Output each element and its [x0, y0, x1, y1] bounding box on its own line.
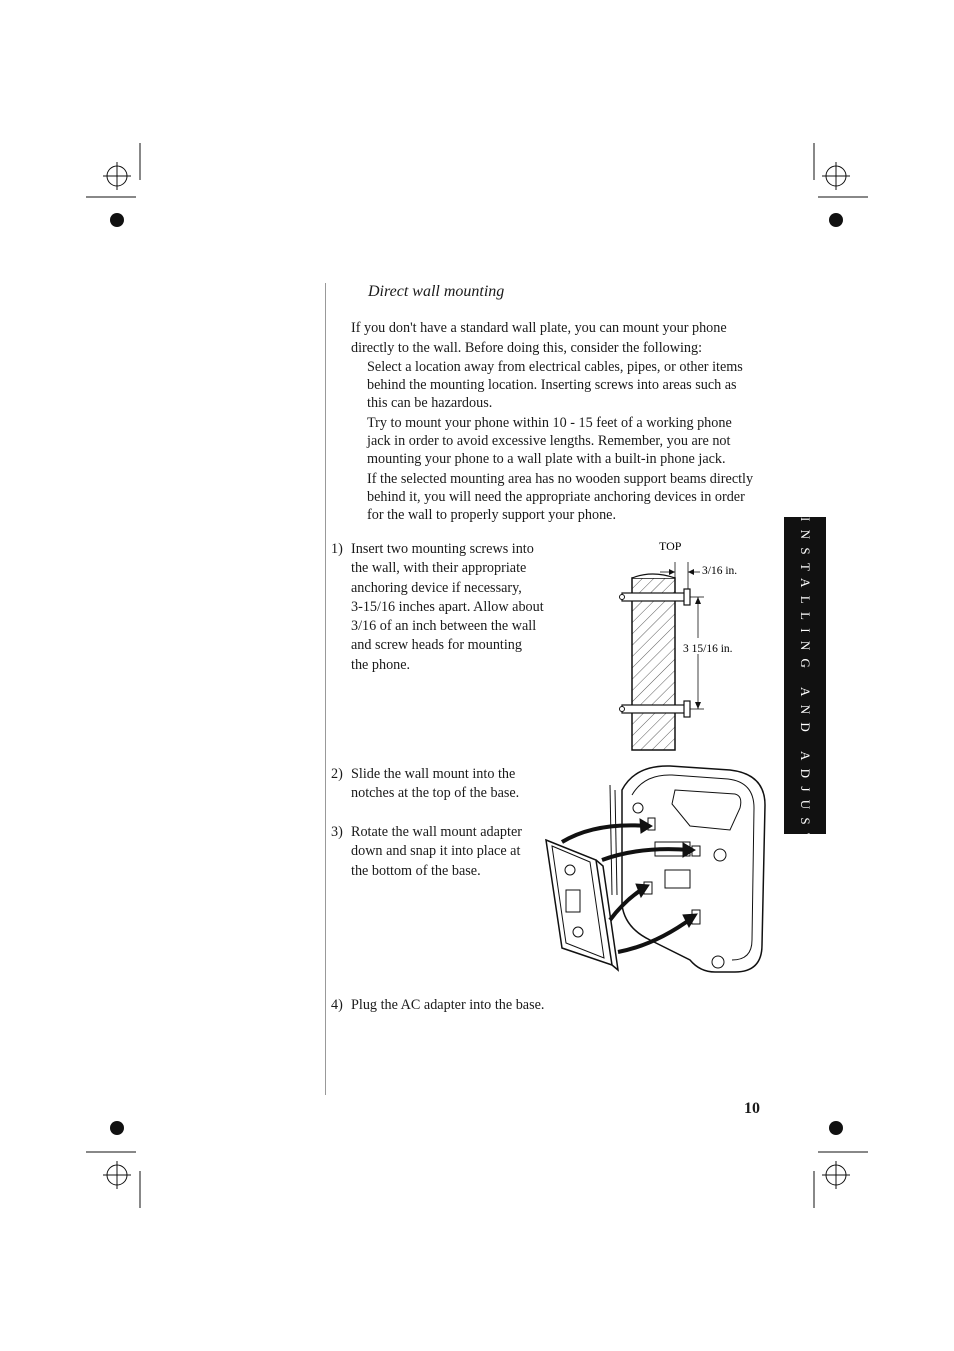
- page-number: 10: [744, 1100, 760, 1117]
- side-tab: [784, 517, 826, 898]
- step-line: Insert two mounting screws into: [351, 541, 534, 557]
- wall-section: [632, 578, 675, 750]
- step-number: 3): [331, 824, 343, 840]
- step-line: and screw heads for mounting: [351, 637, 522, 654]
- bullet-item: [367, 414, 767, 468]
- phone-base-illustration: [540, 760, 770, 978]
- bullet-line: behind the mounting location. Inserting screws into areas such as: [367, 377, 737, 393]
- step-line: the bottom of the base.: [351, 862, 481, 879]
- section-heading: Direct wall mounting: [368, 283, 505, 300]
- step-line: 3-15/16 inches apart. Allow about: [351, 598, 544, 615]
- margin-rule: [325, 283, 326, 1095]
- bullet-line: Select a location away from electrical cables, pipes, or other items: [367, 359, 743, 375]
- bullet-line: Try to mount your phone within 10 - 15 feet of a working phone: [367, 415, 732, 431]
- intro-line: directly to the wall. Before doing this, consider the following:: [351, 340, 703, 356]
- wall-screw-diagram: [600, 530, 760, 752]
- step-line: Slide the wall mount into the: [351, 766, 516, 782]
- bullet-line: If the selected mounting area has no wooden support beams directly: [367, 471, 754, 487]
- bullet-line: behind it, you will need the appropriate anchoring devices in order: [367, 489, 745, 505]
- step-line: the wall, with their appropriate: [351, 560, 527, 577]
- bullet-line: mounting your phone to a wall plate with a built-in phone jack.: [367, 451, 726, 467]
- step-line: Plug the AC adapter into the base.: [351, 997, 545, 1013]
- bullet-line: jack in order to avoid excessive lengths. Remember, you are not: [367, 433, 731, 449]
- side-tab-label: INSTALLING AND ADJUSTING: [798, 517, 813, 898]
- step-number: 1): [331, 541, 343, 557]
- intro-line: If you don't have a standard wall plate, you can mount your phone: [351, 320, 727, 336]
- step-line: the phone.: [351, 656, 411, 673]
- bullet-line: for the wall to properly support your phone.: [367, 507, 617, 523]
- gap-label: 3/16 in.: [702, 565, 738, 577]
- top-label: TOP: [659, 539, 682, 553]
- step-line: anchoring device if necessary,: [351, 579, 522, 596]
- bottom-screw: [622, 705, 686, 713]
- intro-paragraph: [351, 318, 761, 358]
- spacing-label: 3 15/16 in.: [683, 643, 733, 655]
- step-number: 2): [331, 766, 343, 782]
- step-line: Rotate the wall mount adapter: [351, 824, 522, 840]
- bullet-item: [367, 470, 767, 524]
- top-screw: [622, 593, 686, 601]
- bullet-item: [367, 358, 767, 412]
- step-line: notches at the top of the base.: [351, 785, 520, 802]
- step-number: 4): [331, 997, 343, 1013]
- step-line: down and snap it into place at: [351, 843, 521, 860]
- bullet-line: this can be hazardous.: [367, 395, 493, 411]
- step-line: 3/16 of an inch between the wall: [351, 618, 537, 635]
